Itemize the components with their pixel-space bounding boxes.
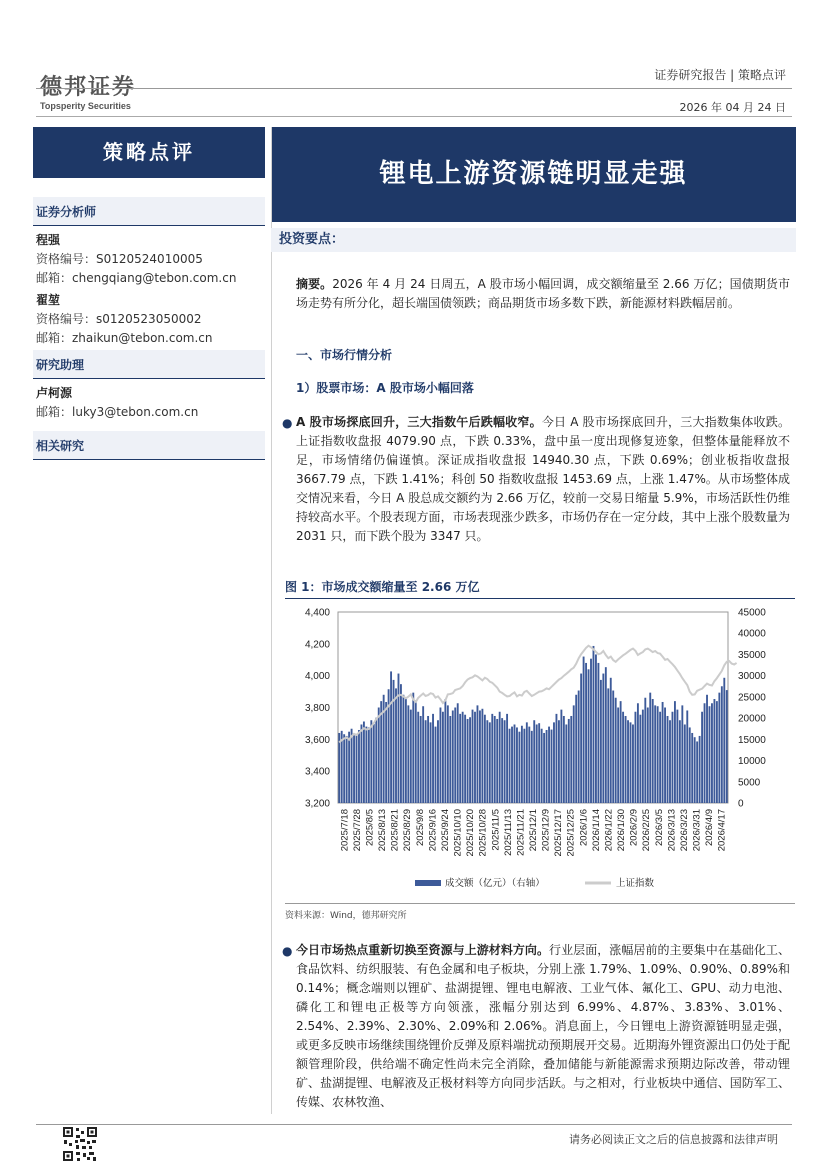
footer-disclaimer[interactable]: 请务必阅读正文之后的信息披露和法律声明: [569, 1133, 778, 1146]
section-heading: 一、市场行情分析: [296, 348, 393, 362]
right-axis-tick-label: 15000: [738, 734, 766, 746]
header-divider: [36, 88, 792, 89]
x-axis-tick-label: 2026/4/17: [716, 809, 728, 852]
turnover-bar: [639, 715, 641, 803]
x-axis-tick-label: 2025/11/5: [490, 809, 502, 851]
turnover-bar: [686, 710, 688, 803]
bullet-icon: ●: [282, 416, 293, 430]
x-axis-tick-label: 2025/8/5: [364, 809, 376, 846]
turnover-bar: [531, 731, 533, 803]
turnover-bar: [449, 716, 451, 803]
legend-bar-swatch: [415, 880, 441, 886]
turnover-bar: [484, 715, 486, 803]
turnover-bar: [615, 698, 617, 803]
turnover-bar: [511, 727, 513, 803]
turnover-bar: [588, 669, 590, 803]
turnover-bar: [447, 705, 449, 803]
turnover-bar: [711, 703, 713, 803]
turnover-bar: [457, 703, 459, 803]
x-axis-tick-label: 2025/8/13: [377, 809, 389, 852]
turnover-bar: [343, 734, 345, 803]
turnover-bar: [407, 705, 409, 803]
right-axis-tick-label: 40000: [738, 628, 766, 640]
x-axis-tick-label: 2026/1/14: [590, 809, 602, 852]
turnover-bar: [674, 701, 676, 803]
header-divider-2: [36, 116, 792, 117]
turnover-bar: [422, 706, 424, 803]
turnover-bar: [373, 724, 375, 803]
turnover-bar: [590, 659, 592, 803]
x-axis-tick-label: 2026/3/13: [666, 809, 678, 852]
turnover-bar: [464, 715, 466, 803]
hotspot-paragraph: [296, 941, 790, 1112]
turnover-bar: [713, 699, 715, 803]
turnover-bar: [583, 657, 585, 803]
turnover-bar: [573, 705, 575, 803]
turnover-bar: [580, 674, 582, 803]
analyst-cert: 资格编号：s0120523050002: [36, 312, 202, 326]
turnover-bar: [659, 712, 661, 803]
turnover-bar: [644, 698, 646, 803]
turnover-bar: [358, 730, 360, 803]
left-axis-tick-label: 4,000: [304, 671, 330, 683]
qr-code-icon[interactable]: [62, 1126, 98, 1162]
legend-bar-label: 成交额（亿元）（右轴）: [445, 878, 545, 889]
right-axis-tick-label: 10000: [738, 756, 766, 768]
turnover-bar: [627, 720, 629, 803]
turnover-bar: [479, 710, 481, 803]
related-heading[interactable]: 相关研究: [33, 431, 265, 460]
turnover-bar: [548, 727, 550, 803]
turnover-bar: [491, 714, 493, 803]
turnover-bar: [489, 722, 491, 803]
turnover-bar: [551, 730, 553, 803]
turnover-bar: [365, 727, 367, 803]
turnover-bar: [472, 710, 474, 803]
turnover-bar: [721, 686, 723, 803]
related-section: [33, 431, 265, 460]
turnover-bar: [452, 710, 454, 803]
turnover-bar: [523, 729, 525, 803]
x-axis-tick-label: 2026/2/25: [641, 809, 653, 852]
turnover-bar: [437, 720, 439, 803]
turnover-bar: [602, 674, 604, 803]
turnover-bar: [439, 708, 441, 804]
turnover-bar: [427, 716, 429, 803]
turnover-bar: [499, 712, 501, 803]
turnover-bar: [430, 722, 432, 803]
turnover-bar: [494, 716, 496, 803]
right-axis-tick-label: 45000: [738, 607, 766, 619]
turnover-bar: [412, 693, 414, 803]
left-axis-tick-label: 3,400: [304, 766, 330, 778]
turnover-bar: [338, 733, 340, 803]
x-axis-tick-label: 2026/3/23: [678, 809, 690, 852]
report-title: 锂电上游资源链明显走强: [271, 127, 796, 222]
turnover-bar: [634, 712, 636, 803]
turnover-bar: [667, 716, 669, 803]
x-axis-tick-label: 2025/7/28: [351, 809, 363, 852]
market-paragraph: [296, 413, 790, 546]
analyst-email[interactable]: 邮箱：chengqiang@tebon.com.cn: [36, 271, 237, 285]
turnover-bar: [467, 719, 469, 803]
market-paragraph-lead: A 股市场探底回升，三大指数午后跌幅收窄。: [296, 415, 542, 429]
assistant-email[interactable]: 邮箱：luky3@tebon.com.cn: [36, 405, 199, 419]
turnover-bar: [454, 708, 456, 804]
report-category: 证券研究报告 | 策略点评: [654, 68, 786, 82]
turnover-bar: [558, 720, 560, 803]
left-axis-tick-label: 4,200: [304, 639, 330, 651]
turnover-bar: [593, 646, 595, 803]
x-axis-tick-label: 2026/1/30: [616, 809, 628, 852]
right-axis-tick-label: 5000: [738, 777, 761, 789]
x-axis-tick-label: 2025/11/13: [502, 809, 514, 856]
turnover-bar: [348, 732, 350, 803]
right-axis-tick-label: 30000: [738, 671, 766, 683]
turnover-bar: [541, 729, 543, 803]
turnover-bar: [612, 691, 614, 803]
market-paragraph-text: 今日 A 股市场探底回升，三大指数集体收跌。上证指数收盘报 4079.90 点，下跌 0.33%，盘中虽一度出现修复迹象，但整体量能释放不足，市场情绪仍偏谨慎。深证成指收盘报 14940.30 点，下跌 0.69%；创业板指收盘报 3667.79 点，下跌 1.41%；科创 50 指数收盘报 1453.69 点，上涨 1.47%。从市场整体成交情况来看，今日 A 股总成交额约为 2.66 万亿，较前一交易日缩量 5.9%，市场活跃性仍维持较高水平。个股表现方面，市场表现涨少跌多，市场仍存在一定分歧，其中上涨个股数量为 2031 只，而下跌个股为 3347 只。: [296, 415, 790, 543]
turnover-bar: [610, 678, 612, 803]
turnover-bar: [462, 712, 464, 803]
x-axis-tick-label: 2026/2/9: [628, 809, 640, 846]
report-type-banner: 策略点评: [33, 127, 265, 178]
turnover-bar: [353, 734, 355, 803]
turnover-bar: [398, 674, 400, 803]
turnover-bar: [726, 690, 728, 803]
turnover-bar: [400, 684, 402, 803]
analyst-heading: 证券分析师: [33, 197, 265, 226]
figure-title: 图 1：市场成交额缩量至 2.66 万亿: [285, 578, 795, 599]
turnover-bar: [506, 714, 508, 803]
turnover-bar: [684, 724, 686, 803]
turnover-bar: [546, 730, 548, 803]
turnover-bar: [435, 727, 437, 803]
x-axis-tick-label: 2025/8/29: [402, 809, 414, 852]
turnover-bar: [533, 720, 535, 803]
turnover-bar: [504, 720, 506, 803]
turnover-bar: [689, 727, 691, 803]
turnover-bar: [385, 702, 387, 803]
turnover-bar: [565, 724, 567, 803]
turnover-bar: [630, 722, 632, 803]
left-axis-tick-label: 3,200: [304, 798, 330, 810]
turnover-bar: [696, 741, 698, 803]
turnover-bar: [568, 719, 570, 803]
turnover-bar: [516, 727, 518, 803]
right-axis-tick-label: 35000: [738, 649, 766, 661]
report-date: 2026 年 04 月 24 日: [679, 101, 786, 114]
turnover-bar: [691, 733, 693, 803]
x-axis-tick-label: 2025/12/9: [540, 809, 552, 852]
turnover-bar: [501, 718, 503, 803]
turnover-bar: [563, 716, 565, 803]
turnover-bar: [676, 710, 678, 803]
turnover-bar: [704, 703, 706, 803]
turnover-bar: [662, 702, 664, 803]
subsection-heading: 1）股票市场：A 股市场小幅回落: [296, 381, 474, 395]
turnover-bar: [518, 732, 520, 803]
turnover-bar: [642, 710, 644, 803]
turnover-bar: [681, 705, 683, 803]
turnover-bar: [607, 688, 609, 803]
turnover-bar: [442, 712, 444, 803]
turnover-bar: [356, 736, 358, 803]
turnover-bar: [647, 708, 649, 804]
turnover-bar: [417, 712, 419, 803]
turnover-bar: [363, 722, 365, 803]
x-axis-tick-label: 2025/12/25: [565, 809, 577, 857]
x-axis-tick-label: 2025/9/16: [427, 809, 439, 852]
turnover-bar: [390, 671, 392, 803]
turnover-bar: [538, 723, 540, 803]
turnover-bar: [420, 716, 422, 803]
turnover-bar: [632, 724, 634, 803]
turnover-bar: [622, 712, 624, 803]
turnover-bar: [469, 717, 471, 803]
summary-text: 2026 年 4 月 24 日周五，A 股市场小幅回调，成交额缩量至 2.66 万亿；国债期货市场走势有所分化，超长端国债领跌；商品期货市场多数下跌，新能源材料跌幅居前。: [296, 277, 790, 310]
turnover-bar: [600, 680, 602, 803]
hotspot-paragraph-lead: 今日市场热点重新切换至资源与上游材料方向。: [296, 943, 550, 957]
turnover-bar: [402, 695, 404, 803]
turnover-bar: [481, 709, 483, 803]
analyst-name: 翟堃: [36, 293, 61, 307]
turnover-bar: [543, 733, 545, 803]
turnover-bar: [536, 724, 538, 803]
investment-points-heading: 投资要点：: [271, 228, 796, 252]
turnover-bar: [415, 701, 417, 803]
logo-en: Topsperity Securities: [40, 101, 131, 111]
bullet-icon: ●: [282, 944, 293, 958]
turnover-bar: [375, 718, 377, 803]
assistant-name: 卢柯源: [36, 386, 73, 400]
turnover-bar: [664, 708, 666, 804]
summary-label: 摘要。: [296, 277, 333, 291]
footer-divider: [36, 1124, 792, 1125]
turnover-index-chart: [285, 598, 795, 898]
turnover-bar: [370, 720, 372, 803]
turnover-bar: [669, 720, 671, 803]
x-axis-tick-label: 2026/1/6: [578, 809, 590, 846]
turnover-bar: [346, 736, 348, 803]
hotspot-paragraph-text: 行业层面，涨幅居前的主要集中在基础化工、食品饮料、纺织服装、有色金属和电子板块，分别上涨 1.79%、1.09%、0.90%、0.89%和 0.14%；概念端则以锂矿、盐湖提锂、锂电电解液、工业气体、氟化工、GPU、动力电池、磷化工和锂电正极等方向领涨，涨幅分别达到 6.99%、4.87%、3.83%、3.01%、2.54%、2.39%、2.30%、2.09%和 2.06%。消息面上，今日锂电上游资源链明显走强，或更多反映市场继续围绕锂价反弹及原料端扰动预期展开交易。近期海外锂资源出口仍处于配额管理阶段，供给端不确定性尚未完全消除，叠加储能与新能源需求预期边际改善，带动锂矿、盐湖提锂、电解液及正极材料等方向同步活跃。与之相对，行业板块中通信、国防军工、传媒、农林牧渔、: [296, 943, 790, 1109]
turnover-bar: [701, 712, 703, 803]
x-axis-tick-label: 2026/4/9: [704, 809, 716, 846]
turnover-bar: [694, 737, 696, 803]
x-axis-tick-label: 2025/10/28: [477, 809, 489, 857]
turnover-bar: [368, 727, 370, 803]
turnover-bar: [625, 716, 627, 803]
turnover-bar: [652, 699, 654, 803]
turnover-bar: [378, 708, 380, 804]
x-axis-tick-label: 2025/10/20: [465, 809, 477, 857]
turnover-bar: [432, 714, 434, 803]
turnover-bar: [654, 705, 656, 803]
header-right: [654, 66, 786, 115]
analyst-email[interactable]: 邮箱：zhaikun@tebon.com.cn: [36, 331, 213, 345]
turnover-bar: [706, 695, 708, 803]
turnover-bar: [657, 706, 659, 803]
turnover-bar: [477, 705, 479, 803]
analyst-section: [33, 197, 265, 346]
logo-cn: 德邦证券: [40, 75, 137, 100]
turnover-bar: [699, 736, 701, 803]
assistant-heading: 研究助理: [33, 350, 265, 379]
turnover-bar: [679, 720, 681, 803]
turnover-bar: [597, 663, 599, 803]
turnover-bar: [556, 714, 558, 803]
turnover-bar: [585, 663, 587, 803]
turnover-bar: [617, 708, 619, 804]
turnover-bar: [486, 720, 488, 803]
turnover-bar: [528, 727, 530, 803]
x-axis-tick-label: 2026/3/31: [691, 809, 703, 852]
x-axis-tick-label: 2025/12/1: [528, 809, 539, 852]
turnover-bar: [716, 701, 718, 803]
turnover-bar: [509, 729, 511, 803]
turnover-bar: [709, 706, 711, 803]
turnover-bar: [620, 701, 622, 803]
turnover-bar: [521, 726, 523, 803]
turnover-bar: [351, 729, 353, 803]
summary-paragraph: [296, 275, 790, 313]
turnover-bar: [395, 688, 397, 803]
x-axis-tick-label: 2025/12/17: [553, 809, 565, 857]
x-axis-tick-label: 2025/9/8: [414, 809, 426, 846]
turnover-bar: [474, 712, 476, 803]
turnover-bar: [496, 719, 498, 803]
turnover-bar: [553, 722, 555, 803]
right-axis-tick-label: 0: [738, 798, 744, 810]
turnover-bar: [410, 710, 412, 803]
turnover-bar: [380, 701, 382, 803]
turnover-bar: [405, 699, 407, 803]
turnover-bar: [575, 695, 577, 803]
assistant-section: [33, 350, 265, 420]
x-axis-tick-label: 2025/8/21: [389, 809, 401, 852]
left-axis-tick-label: 4,400: [304, 607, 330, 619]
turnover-bar: [570, 716, 572, 803]
left-axis-tick-label: 3,600: [304, 734, 330, 746]
turnover-bar: [514, 724, 516, 803]
x-axis-tick-label: 2025/9/24: [439, 809, 451, 852]
analyst-name: 程强: [36, 233, 61, 247]
turnover-bar: [578, 691, 580, 803]
left-axis-tick-label: 3,800: [304, 703, 330, 714]
turnover-bar: [637, 703, 639, 803]
turnover-bar: [605, 667, 607, 803]
turnover-bar: [459, 714, 461, 803]
right-axis-tick-label: 25000: [738, 692, 766, 704]
x-axis-tick-label: 2026/1/22: [603, 809, 615, 852]
right-axis-tick-label: 20000: [738, 713, 766, 725]
x-axis-tick-label: 2026/3/5: [653, 809, 665, 846]
turnover-bar: [723, 678, 725, 803]
turnover-bar: [595, 654, 597, 803]
column-divider: [271, 127, 272, 1114]
legend-line-label: 上证指数: [616, 878, 655, 889]
turnover-bar: [718, 693, 720, 803]
turnover-bar: [649, 693, 651, 803]
x-axis-tick-label: 2025/10/10: [452, 809, 464, 857]
turnover-bar: [425, 720, 427, 803]
figure-source: 资料来源：Wind，德邦研究所: [285, 903, 795, 921]
turnover-bar: [672, 712, 674, 803]
turnover-bar: [526, 722, 528, 803]
turnover-bar: [444, 699, 446, 803]
logo: [40, 70, 136, 111]
x-axis-tick-label: 2025/11/21: [515, 809, 527, 856]
analyst-cert: 资格编号：S0120524010005: [36, 252, 203, 266]
turnover-bar: [560, 710, 562, 803]
x-axis-tick-label: 2025/7/18: [339, 809, 351, 852]
turnover-bar: [361, 724, 363, 803]
